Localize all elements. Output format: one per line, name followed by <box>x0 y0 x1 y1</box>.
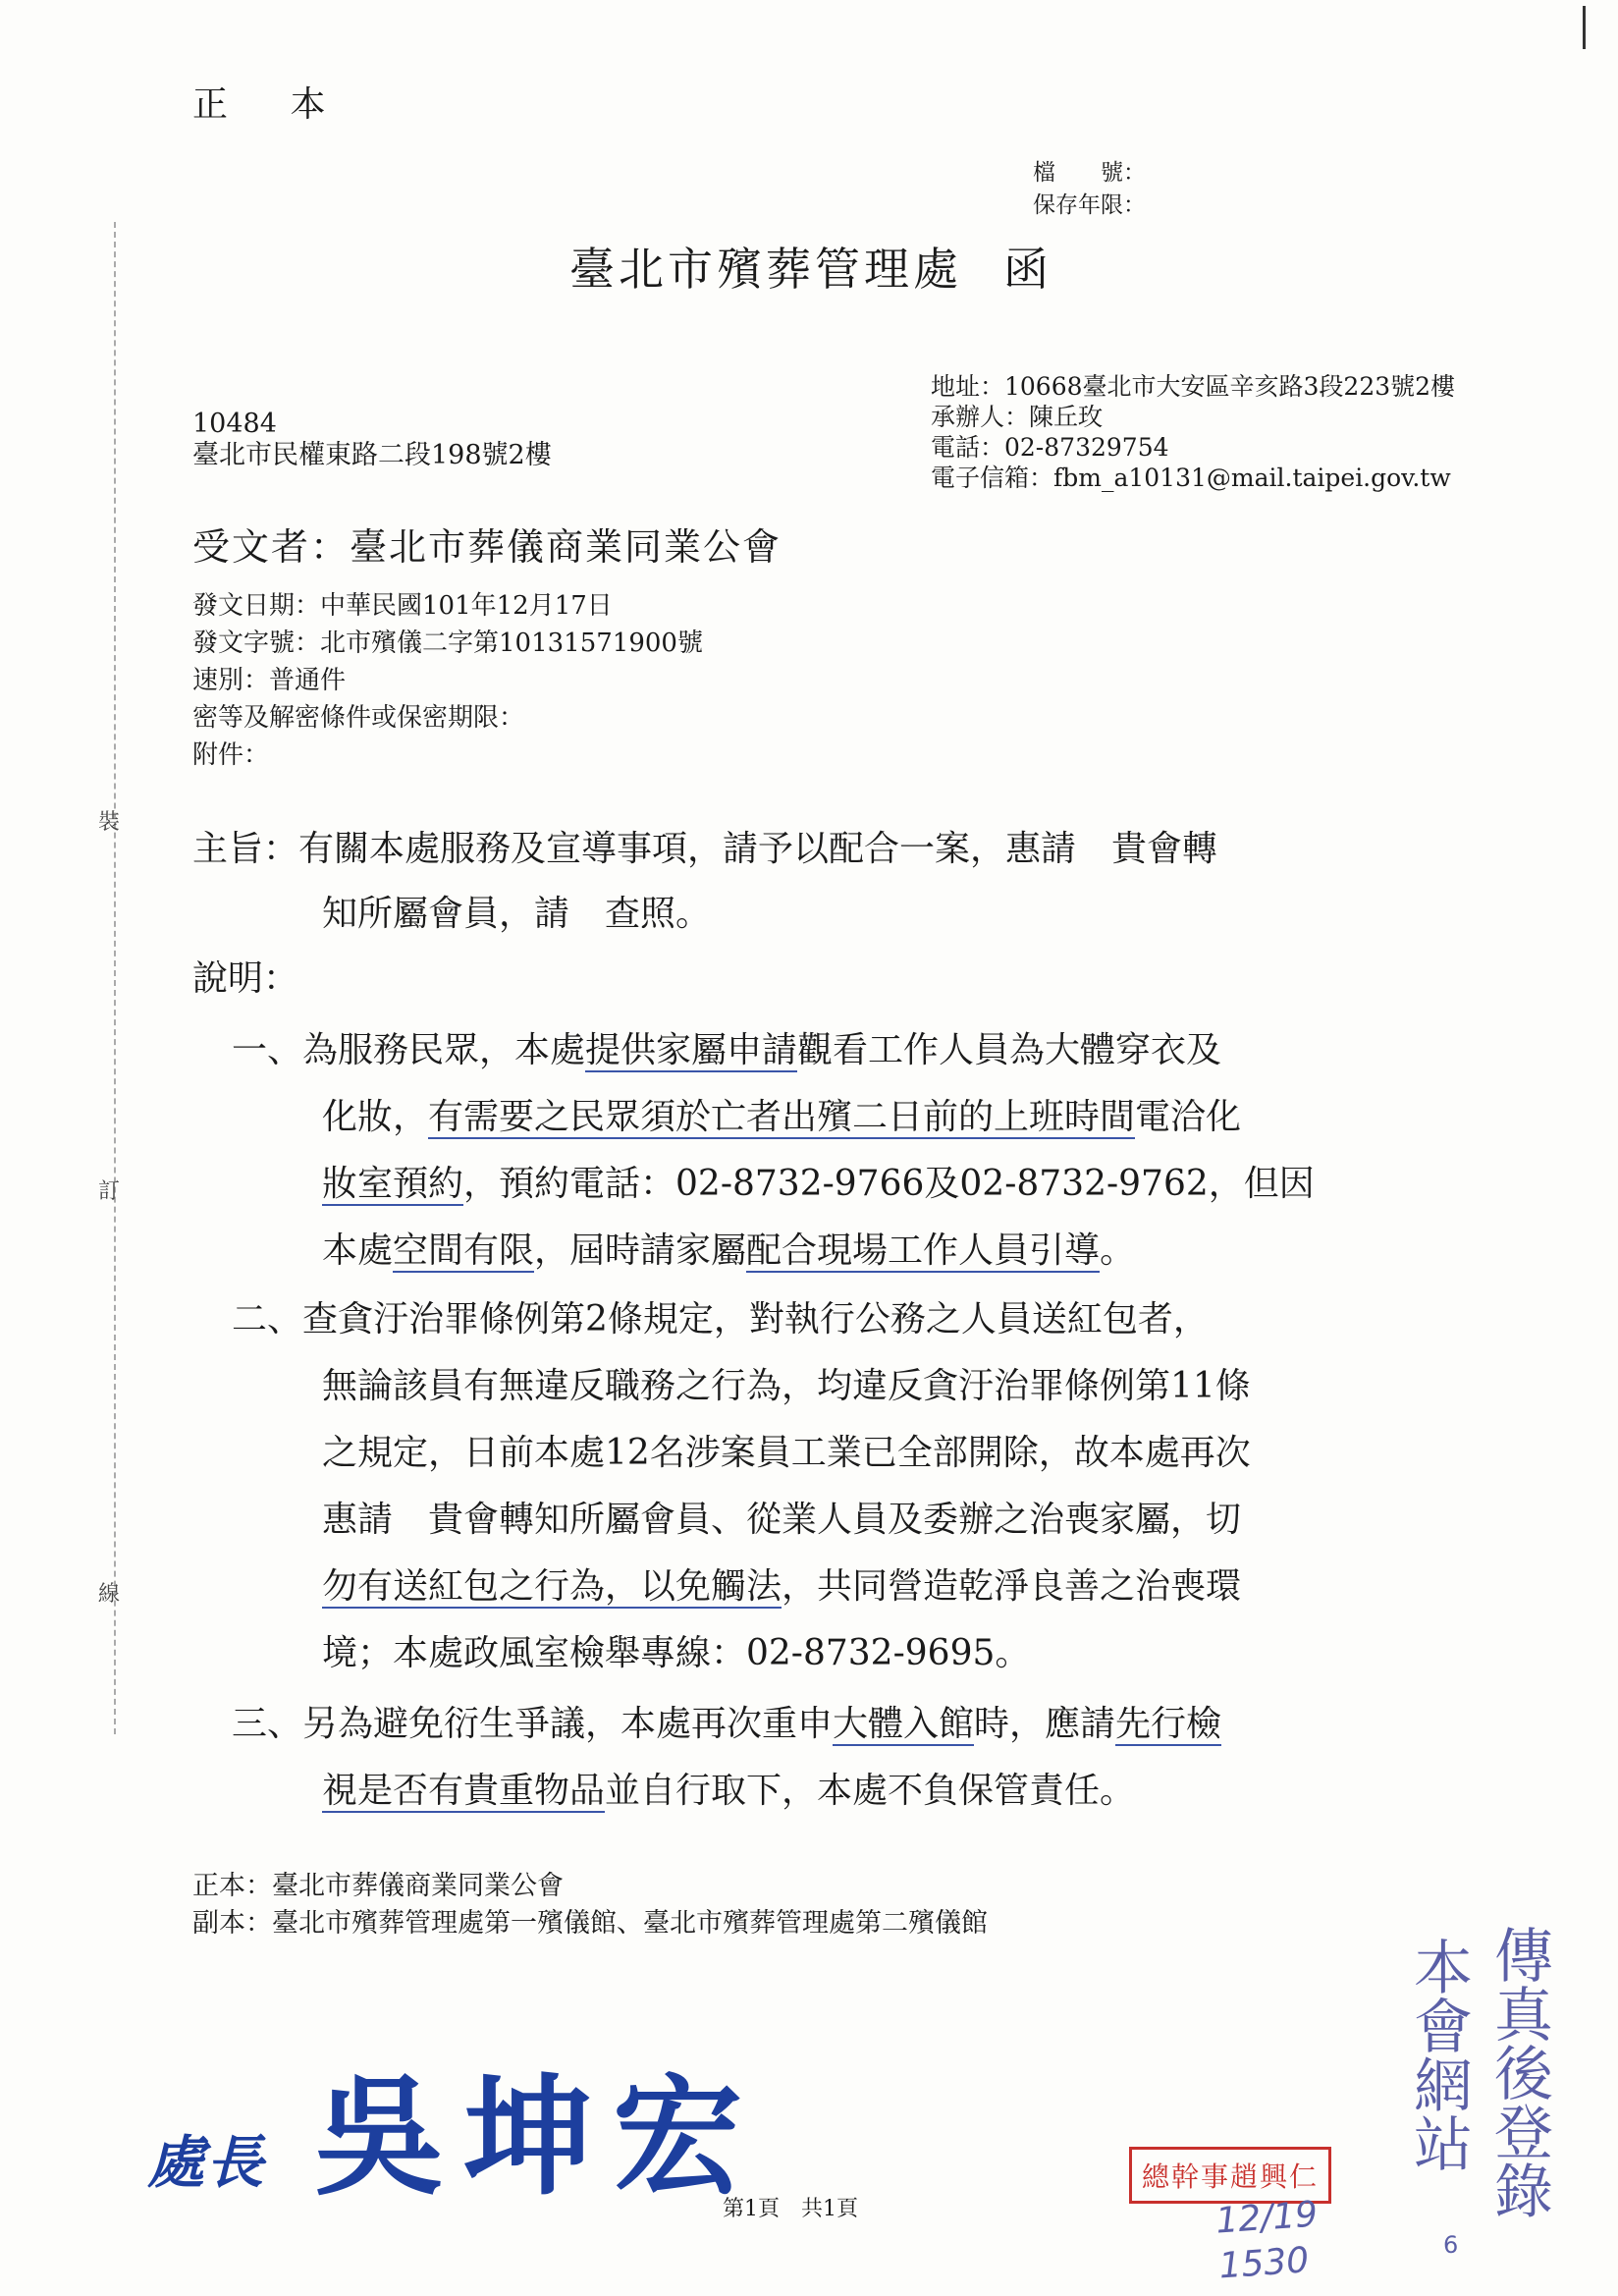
retention-label: 保存年限： <box>1033 192 1146 218</box>
secrecy-level: 密等及解密條件或保密期限： <box>192 703 525 733</box>
binding-mark-zhuang: 裝 <box>98 810 121 835</box>
item2-line-2: 無論該員有無違反職務之行為，均違反貪汙治罪條例第11條 <box>322 1366 1251 1406</box>
page-number: 第1頁 共1頁 <box>723 2197 858 2221</box>
issue-date: 發文日期：中華民國101年12月17日 <box>192 591 613 621</box>
subject-line-1: 主旨：有關本處服務及宣導事項，請予以配合一案，惠請 貴會轉 <box>192 829 1218 869</box>
item2-line-5: 勿有送紅包之行為，以免觸法，共同營造乾淨良善之治喪環 <box>322 1566 1242 1607</box>
document-meta <box>192 587 703 774</box>
speed-class: 速別：普通件 <box>192 666 347 695</box>
document-kind: 函 <box>1003 243 1052 296</box>
agency-name: 臺北市殯葬管理處 <box>569 243 962 296</box>
contact-phone: 電話：02-87329754 <box>931 433 1169 462</box>
distribution-list <box>192 1868 988 1942</box>
signature-role: 處長 <box>147 2129 266 2196</box>
explanation-item-3 <box>232 1691 1221 1825</box>
subject-section <box>192 817 1217 947</box>
item2-line-3: 之規定，日前本處12名涉案員工業已全部開除，故本處再次 <box>322 1433 1251 1473</box>
sender-info <box>931 371 1455 493</box>
item3-line-1: 三、另為避免衍生爭議，本處再次重申大體入館時，應請先行檢 <box>232 1704 1222 1744</box>
attachments: 附件： <box>192 740 270 770</box>
sender-address: 地址：10668臺北市大安區辛亥路3段223號2樓 <box>931 372 1456 401</box>
original-recipient: 正本：臺北市葬儀商業同業公會 <box>192 1871 564 1901</box>
handwritten-mark: 6 <box>1443 2231 1459 2259</box>
subject-line-2: 知所屬會員，請 查照。 <box>322 894 712 934</box>
director-signature-seal <box>147 2033 762 2219</box>
signature-name: 吳坤宏 <box>314 2061 763 2214</box>
handwritten-note-col2: 本會網站 <box>1404 1937 1473 2172</box>
handwritten-note-col1: 傳真後登錄 <box>1484 1925 1553 2219</box>
scan-edge-mark <box>1583 6 1586 49</box>
contact-person: 承辦人：陳丘玫 <box>931 403 1104 431</box>
binding-mark-xian: 線 <box>98 1582 121 1607</box>
item2-line-6: 境；本處政風室檢舉專線：02-8732-9695。 <box>322 1633 1031 1673</box>
handwritten-date: 12/19 <box>1214 2194 1320 2242</box>
binding-mark-ding: 訂 <box>98 1179 121 1204</box>
item1-line-1: 一、為服務民眾，本處提供家屬申請觀看工作人員為大體穿衣及 <box>232 1030 1222 1070</box>
document-title <box>569 234 1052 299</box>
handwritten-date-time <box>1214 2192 1322 2289</box>
archive-info <box>1033 157 1146 222</box>
handwritten-time: 1530 <box>1217 2240 1311 2287</box>
explanation-label: 說明： <box>192 958 299 999</box>
item2-line-1: 二、查貪汙治罪條例第2條規定，對執行公務之人員送紅包者， <box>232 1299 1209 1339</box>
clerk-stamp: 總幹事趙興仁 <box>1129 2147 1331 2204</box>
binding-line <box>114 222 116 1734</box>
recipient-zip: 10484 <box>192 409 277 439</box>
copy-recipients: 副本：臺北市殯葬管理處第一殯儀館、臺北市殯葬管理處第二殯儀館 <box>192 1908 988 1939</box>
item1-line-3: 妝室預約，預約電話：02-8732-9766及02-8732-9762，但因 <box>322 1164 1315 1204</box>
item2-line-4: 惠請 貴會轉知所屬會員、從業人員及委辦之治喪家屬，切 <box>322 1500 1242 1540</box>
item3-line-2: 視是否有貴重物品並自行取下，本處不負保管責任。 <box>322 1771 1136 1811</box>
recipient-line: 受文者：臺北市葬儀商業同業公會 <box>192 525 782 569</box>
item1-line-4: 本處空間有限，屆時請家屬配合現場工作人員引導。 <box>322 1230 1136 1271</box>
item1-line-2: 化妝，有需要之民眾須於亡者出殯二日前的上班時間電洽化 <box>322 1097 1242 1137</box>
copy-type-mark: 正 本 <box>192 84 351 125</box>
explanation-item-1 <box>232 1017 1315 1285</box>
explanation-item-2 <box>232 1286 1251 1687</box>
file-number-label: 檔 號： <box>1033 160 1146 186</box>
recipient-address: 臺北市民權東路二段198號2樓 <box>192 440 552 470</box>
recipient-postal <box>192 409 552 471</box>
contact-email: 電子信箱：fbm_a10131@mail.taipei.gov.tw <box>931 464 1451 492</box>
document-number: 發文字號：北市殯儀二字第10131571900號 <box>192 629 703 658</box>
